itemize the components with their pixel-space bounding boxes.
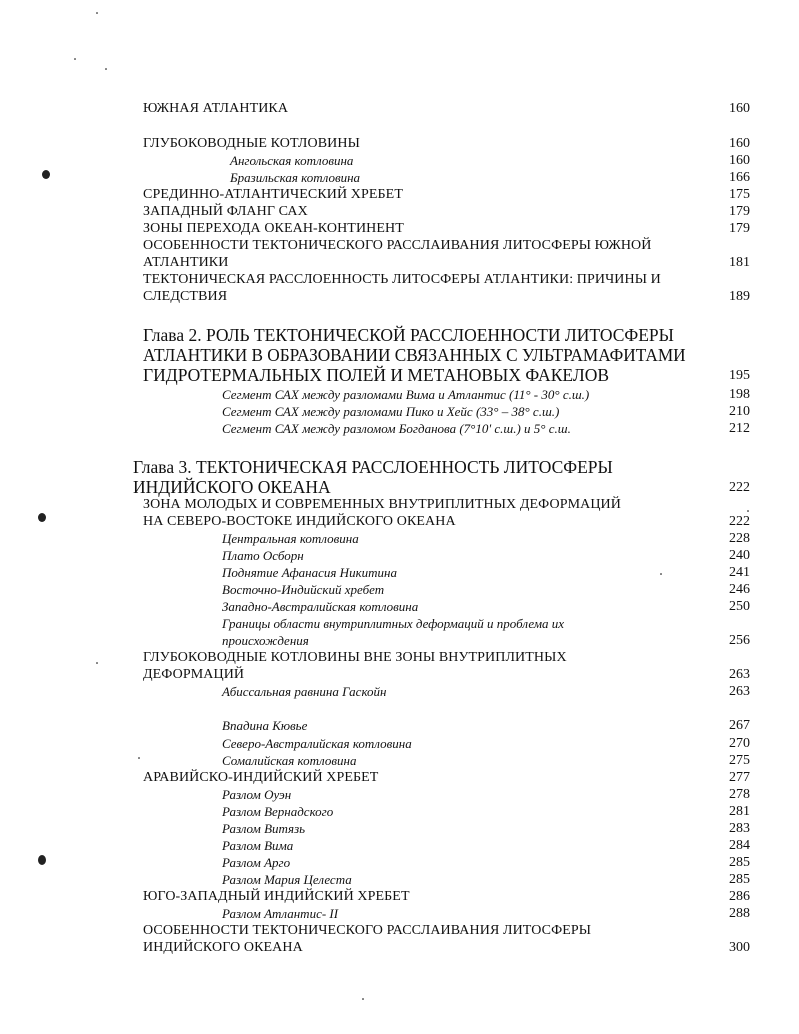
toc-entry-subheading: Поднятие Афанасия Никитина	[222, 565, 397, 580]
scan-speck	[96, 662, 98, 664]
toc-entry-heading: ЗОНА МОЛОДЫХ И СОВРЕМЕННЫХ ВНУТРИПЛИТНЫХ ДЕФОРМАЦИЙ	[143, 497, 621, 512]
toc-entry-heading: ОСОБЕННОСТИ ТЕКТОНИЧЕСКОГО РАССЛАИВАНИЯ ЛИТОСФЕРЫ ЮЖНОЙ	[143, 238, 652, 253]
toc-entry-subheading: Впадина Кювье	[222, 718, 308, 733]
toc-entry-subheading: Разлом Оуэн	[222, 787, 292, 802]
toc-entry-heading: СРЕДИННО-АТЛАНТИЧЕСКИЙ ХРЕБЕТ	[143, 187, 403, 202]
toc-entry-subheading: Ангольская котловина	[230, 153, 354, 168]
toc-page-number: 256	[729, 633, 750, 648]
toc-page-number: 228	[729, 531, 750, 546]
toc-page-number: 222	[729, 514, 750, 529]
toc-page-number: 278	[729, 787, 750, 802]
toc-entry-subheading: Сегмент САХ между разломами Пико и Хейс (33° – 38° с.ш.)	[222, 404, 560, 419]
toc-entry-subheading: Сомалийская котловина	[222, 753, 357, 768]
toc-page-number: 285	[729, 855, 750, 870]
toc-entry-subheading: Разлом Витязь	[222, 821, 306, 836]
toc-page-number: 283	[729, 821, 750, 836]
toc-page-number: 281	[729, 804, 750, 819]
toc-entry-subheading: Восточно-Индийский хребет	[222, 582, 385, 597]
toc-page-number: 285	[729, 872, 750, 887]
toc-entry-subheading: Центральная котловина	[222, 531, 359, 546]
chapter-2-title-cont: АТЛАНТИКИ В ОБРАЗОВАНИИ СВЯЗАННЫХ С УЛЬТРАМАФИТАМИ	[143, 345, 686, 365]
toc-page-number: 181	[729, 255, 750, 270]
toc-entry-heading-cont: АТЛАНТИКИ	[143, 255, 229, 270]
toc-page-number: 250	[729, 599, 750, 614]
toc-page-number: 284	[729, 838, 750, 853]
toc-entry-heading: ТЕКТОНИЧЕСКАЯ РАССЛОЕННОСТЬ ЛИТОСФЕРЫ АТЛАНТИКИ: ПРИЧИНЫ И	[143, 272, 661, 287]
chapter-2-title-cont: ГИДРОТЕРМАЛЬНЫХ ПОЛЕЙ И МЕТАНОВЫХ ФАКЕЛОВ	[143, 365, 610, 385]
toc-page-number: 246	[729, 582, 750, 597]
toc-page-number: 189	[729, 289, 750, 304]
scan-speck	[105, 68, 107, 70]
toc-page-number: 160	[729, 101, 750, 116]
hole-punch-mark	[38, 513, 46, 522]
chapter-3-title: Глава 3. ТЕКТОНИЧЕСКАЯ РАССЛОЕННОСТЬ ЛИТОСФЕРЫ	[133, 457, 613, 477]
toc-page-number: 166	[729, 170, 750, 185]
scan-speck	[138, 757, 140, 759]
chapter-2-title: Глава 2. РОЛЬ ТЕКТОНИЧЕСКОЙ РАССЛОЕННОСТИ ЛИТОСФЕРЫ	[143, 325, 674, 345]
toc-page-number: 288	[729, 906, 750, 921]
toc-page-number: 286	[729, 889, 750, 904]
scan-speck	[74, 58, 76, 60]
toc-entry-heading: ЮГО-ЗАПАДНЫЙ ИНДИЙСКИЙ ХРЕБЕТ	[143, 889, 410, 904]
toc-page-number: 267	[729, 718, 750, 733]
toc-entry-heading: ГЛУБОКОВОДНЫЕ КОТЛОВИНЫ ВНЕ ЗОНЫ ВНУТРИПЛИТНЫХ	[143, 650, 567, 665]
toc-page-number: 240	[729, 548, 750, 563]
toc-page-number: 212	[729, 421, 750, 436]
toc-entry-heading: ОСОБЕННОСТИ ТЕКТОНИЧЕСКОГО РАССЛАИВАНИЯ ЛИТОСФЕРЫ	[143, 923, 592, 938]
toc-entry-subheading: Разлом Мария Целеста	[222, 872, 352, 887]
toc-entry-heading: ЗАПАДНЫЙ ФЛАНГ САХ	[143, 204, 308, 219]
toc-entry-subheading: Абиссальная равнина Гаскойн	[222, 684, 387, 699]
toc-page-number: 175	[729, 187, 750, 202]
toc-entry-heading: ЗОНЫ ПЕРЕХОДА ОКЕАН-КОНТИНЕНТ	[143, 221, 404, 236]
toc-page-number: 195	[729, 368, 750, 383]
toc-page-number: 210	[729, 404, 750, 419]
toc-page-number: 160	[729, 153, 750, 168]
toc-entry-subheading: Западно-Австралийская котловина	[222, 599, 419, 614]
scan-speck	[362, 998, 364, 1000]
toc-page-number: 263	[729, 684, 750, 699]
toc-page-number: 275	[729, 753, 750, 768]
toc-entry-heading: ЮЖНАЯ АТЛАНТИКА	[143, 101, 289, 116]
toc-entry-subheading: Разлом Вернадского	[222, 804, 334, 819]
toc-page-number: 277	[729, 770, 750, 785]
toc-entry-subheading: Разлом Вима	[222, 838, 294, 853]
toc-entry-heading-cont: ИНДИЙСКОГО ОКЕАНА	[143, 940, 303, 955]
toc-page-number: 160	[729, 136, 750, 151]
hole-punch-mark	[42, 170, 50, 179]
scan-speck	[660, 573, 662, 575]
toc-entry-subheading: Северо-Австралийская котловина	[222, 736, 412, 751]
toc-entry-subheading: Бразильская котловина	[230, 170, 361, 185]
toc-entry-subheading: Границы области внутриплитных деформаций и проблема их	[222, 616, 565, 631]
toc-page-number: 241	[729, 565, 750, 580]
toc-entry-subheading: Разлом Арго	[222, 855, 291, 870]
toc-entry-heading-cont: ДЕФОРМАЦИЙ	[143, 667, 245, 682]
chapter-3-title-cont: ИНДИЙСКОГО ОКЕАНА	[133, 477, 331, 497]
toc-entry-heading: ГЛУБОКОВОДНЫЕ КОТЛОВИНЫ	[143, 136, 360, 151]
toc-page-number: 198	[729, 387, 750, 402]
toc-entry-subheading-cont: происхождения	[222, 633, 309, 648]
toc-entry-subheading: Сегмент САХ между разломом Богданова (7°10' с.ш.) и 5° с.ш.	[222, 421, 571, 436]
toc-entry-subheading: Сегмент САХ между разломами Вима и Атлантис (11° - 30° с.ш.)	[222, 387, 590, 402]
toc-page-number: 300	[729, 940, 750, 955]
toc-entry-subheading: Разлом Атлантис- II	[222, 906, 339, 921]
scan-speck	[747, 510, 749, 512]
toc-entry-subheading: Плато Осборн	[222, 548, 304, 563]
toc-page-number: 179	[729, 204, 750, 219]
scan-speck	[96, 12, 98, 14]
toc-entry-heading-cont: НА СЕВЕРО-ВОСТОКЕ ИНДИЙСКОГО ОКЕАНА	[143, 514, 456, 529]
toc-entry-heading: АРАВИЙСКО-ИНДИЙСКИЙ ХРЕБЕТ	[143, 770, 379, 785]
toc-page-number: 270	[729, 736, 750, 751]
toc-entry-heading-cont: СЛЕДСТВИЯ	[143, 289, 228, 304]
toc-page-number: 263	[729, 667, 750, 682]
toc-page-number: 222	[729, 480, 750, 495]
hole-punch-mark	[38, 855, 46, 865]
toc-page-number: 179	[729, 221, 750, 236]
